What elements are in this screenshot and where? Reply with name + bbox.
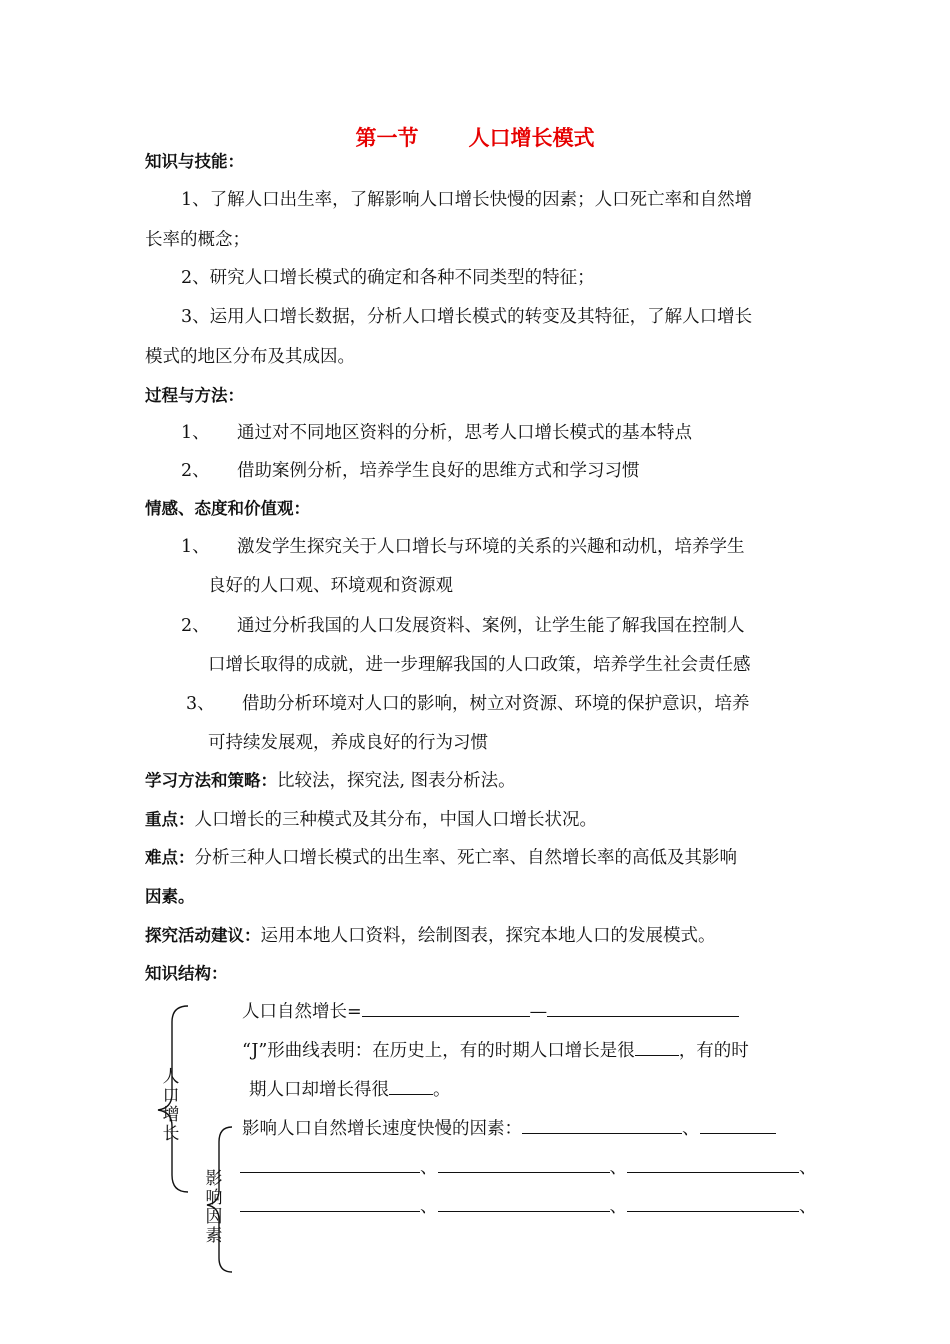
factor-separator: 、 (420, 1158, 438, 1178)
blank-factor-2[interactable] (700, 1115, 776, 1134)
emotion-item-2-number: 2、 (181, 616, 210, 636)
key-points-label: 重点： (145, 810, 195, 829)
inner-brace-char-4: 素 (205, 1226, 223, 1246)
factors-text: 影响人口自然增长速度快慢的因素： (242, 1119, 522, 1139)
j-curve-line-2 (249, 1076, 451, 1102)
outer-brace-label (162, 1068, 180, 1144)
title-text: 人口增长模式 (468, 126, 595, 150)
factor-separator: 、 (682, 1119, 700, 1139)
knowledge-item-1-line-1: 1、了解人口出生率，了解影响人口增长快慢的因素；人口死亡率和自然增 (181, 190, 753, 210)
knowledge-item-2: 2、研究人口增长模式的确定和各种不同类型的特征； (181, 268, 595, 288)
knowledge-item-1-line-2: 长率的概念； (145, 230, 250, 250)
j-curve-text-b: ，有的时 (678, 1041, 749, 1061)
blank-growth-fast[interactable] (389, 1076, 433, 1095)
j-curve-line-1 (242, 1037, 749, 1063)
blank-factor-6[interactable] (240, 1193, 420, 1212)
formula-prefix: 人口自然增长= (242, 1002, 362, 1022)
factor-separator: 、 (609, 1158, 627, 1178)
emotion-item-2-line-1: 通过分析我国的人口发展资料、案例，让学生能了解我国在控制人 (237, 616, 745, 636)
emotion-item-3-number: 3、 (186, 694, 215, 714)
difficulties-label: 难点： (145, 848, 195, 867)
factor-separator: 、 (799, 1158, 817, 1178)
blank-birth-rate[interactable] (362, 998, 530, 1017)
outer-brace-char-4: 长 (162, 1124, 180, 1144)
emotion-item-1-number: 1、 (181, 537, 210, 557)
formula-minus: — (529, 1002, 548, 1022)
blank-growth-slow[interactable] (635, 1037, 679, 1056)
difficulties-line-2: 因素。 (145, 887, 195, 906)
process-item-2-number: 2、 (181, 461, 210, 481)
process-item-1-text: 通过对不同地区资料的分析，思考人口增长模式的基本特点 (237, 423, 692, 443)
strategy-label: 学习方法和策略： (145, 771, 277, 790)
inner-brace-char-3: 因 (205, 1207, 223, 1227)
outer-brace-char-2: 口 (162, 1086, 180, 1106)
outer-brace-char-1: 人 (162, 1067, 180, 1087)
difficulties-text: 分析三种人口增长模式的出生率、死亡率、自然增长率的高低及其影响 (194, 848, 737, 868)
natural-growth-formula (242, 998, 739, 1024)
knowledge-item-3-line-1: 3、运用人口增长数据，分析人口增长模式的转变及其特征，了解人口增长 (181, 307, 753, 327)
emotion-item-1-line-1: 激发学生探究关于人口增长与环境的关系的兴趣和动机，培养学生 (237, 537, 745, 557)
factors-line (242, 1115, 776, 1141)
factor-separator: 、 (420, 1197, 438, 1217)
blank-death-rate[interactable] (547, 998, 739, 1017)
blank-factor-4[interactable] (438, 1154, 610, 1173)
inner-brace-char-1: 影 (205, 1169, 223, 1189)
factor-separator: 、 (799, 1197, 817, 1217)
j-curve-text-a: “J”形曲线表明：在历史上，有的时期人口增长是很 (242, 1041, 635, 1061)
key-points-text: 人口增长的三种模式及其分布，中国人口增长状况。 (194, 810, 597, 830)
title-section-number: 第一节 (355, 126, 419, 150)
emotion-item-3-line-1: 借助分析环境对人口的影响，树立对资源、环境的保护意识，培养 (242, 694, 750, 714)
blank-factor-3[interactable] (240, 1154, 420, 1173)
outer-brace-char-3: 增 (162, 1105, 180, 1125)
knowledge-item-3-line-2: 模式的地区分布及其成因。 (145, 347, 355, 367)
j-curve-text-d: 。 (433, 1080, 451, 1100)
process-item-2-text: 借助案例分析，培养学生良好的思维方式和学习习惯 (237, 461, 640, 481)
emotion-item-2-line-2: 口增长取得的成就，进一步理解我国的人口政策，培养学生社会责任感 (208, 655, 751, 675)
process-item-1-number: 1、 (181, 423, 210, 443)
heading-knowledge-structure: 知识结构： (145, 964, 228, 983)
heading-process-methods: 过程与方法： (145, 386, 244, 405)
blank-factor-5[interactable] (627, 1154, 799, 1173)
heading-emotion-values: 情感、态度和价值观： (145, 499, 310, 518)
inner-brace-char-2: 响 (205, 1188, 223, 1208)
strategy-text: 比较法，探究法, 图表分析法。 (277, 771, 516, 791)
activity-label: 探究活动建议： (145, 926, 261, 945)
factors-blank-row-1 (240, 1154, 817, 1180)
factor-separator: 、 (609, 1197, 627, 1217)
inner-brace-label (205, 1170, 223, 1246)
factors-blank-row-2 (240, 1193, 817, 1219)
heading-knowledge-skills: 知识与技能： (145, 152, 244, 171)
emotion-item-3-line-2: 可持续发展观，养成良好的行为习惯 (208, 733, 488, 753)
emotion-item-1-line-2: 良好的人口观、环境观和资源观 (208, 576, 453, 596)
blank-factor-7[interactable] (438, 1193, 610, 1212)
blank-factor-8[interactable] (627, 1193, 799, 1212)
j-curve-text-c: 期人口却增长得很 (249, 1080, 389, 1100)
activity-text: 运用本地人口资料，绘制图表，探究本地人口的发展模式。 (260, 926, 716, 946)
blank-factor-1[interactable] (522, 1115, 682, 1134)
